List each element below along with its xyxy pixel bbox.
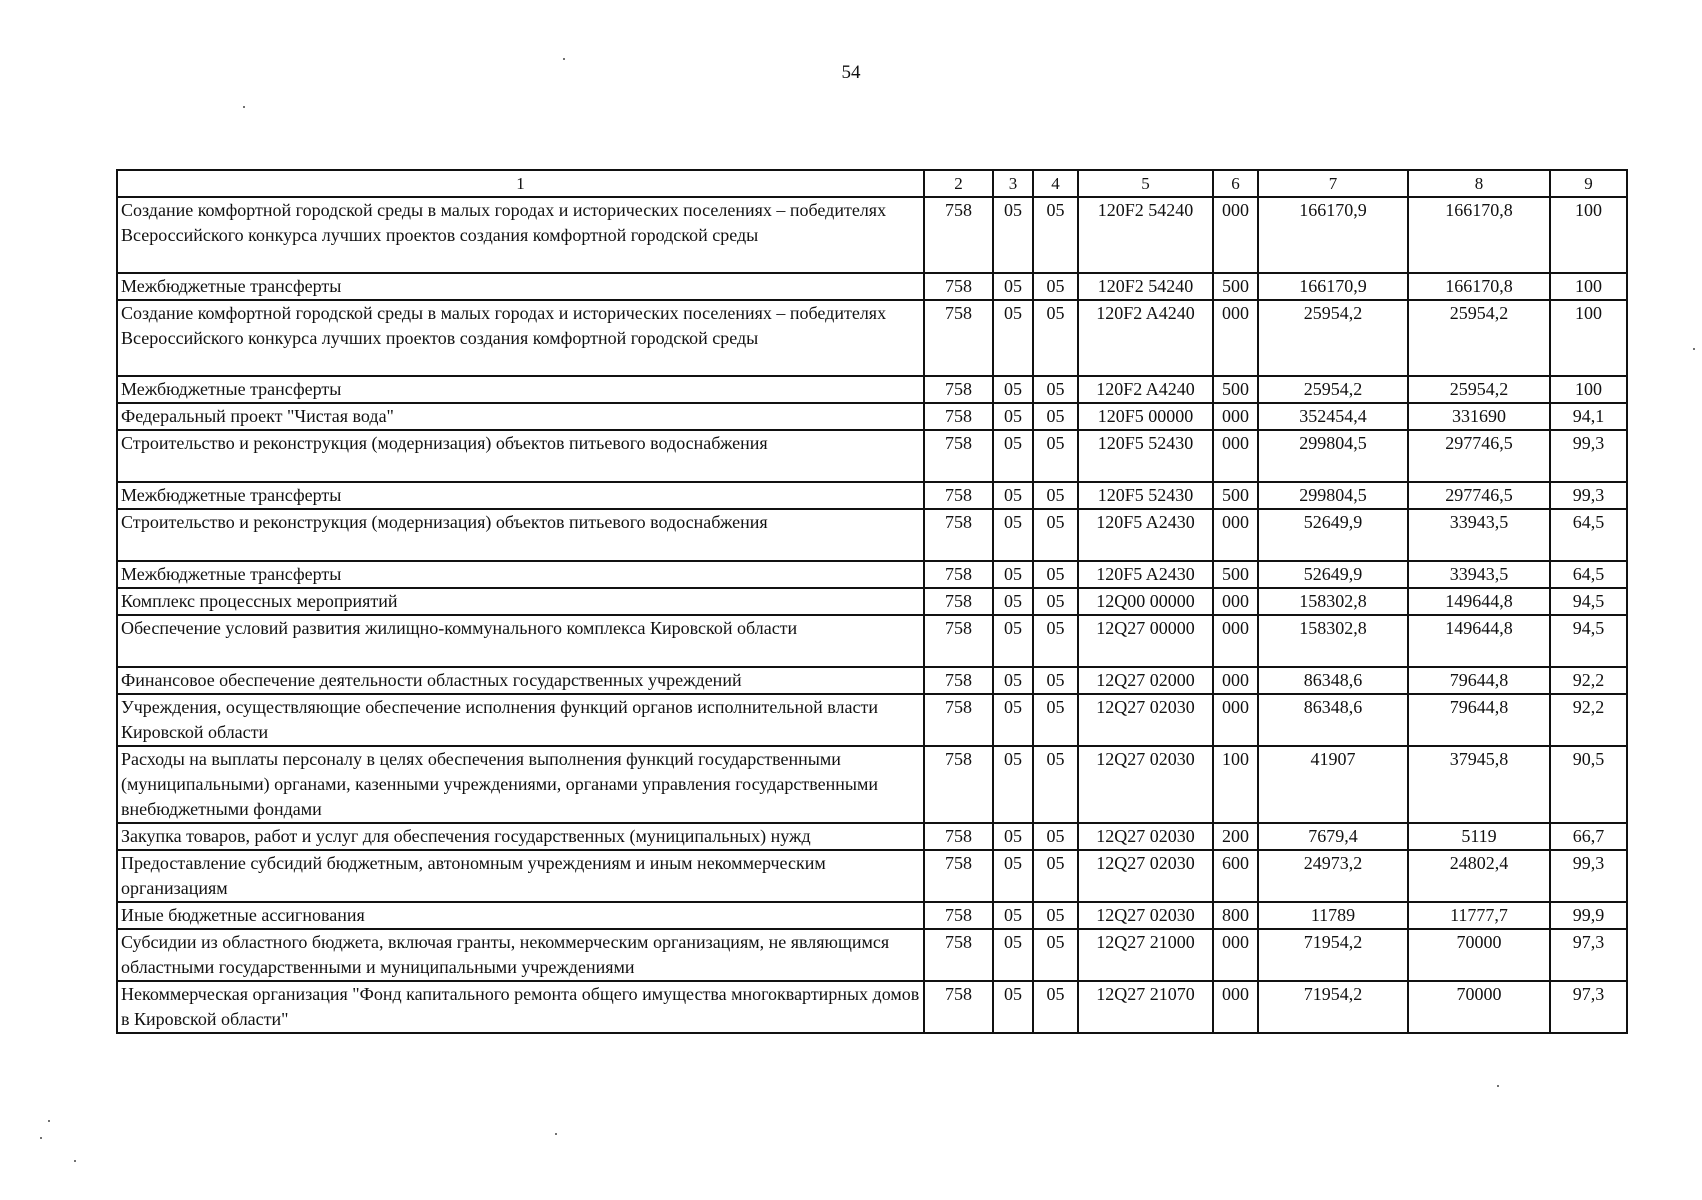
cell-col2: 758 [924, 561, 993, 588]
cell-col6: 000 [1213, 300, 1258, 376]
cell-col9: 97,3 [1550, 981, 1627, 1033]
scan-speck [563, 58, 565, 60]
cell-col8: 331690 [1408, 403, 1550, 430]
cell-col4: 05 [1033, 561, 1078, 588]
cell-col2: 758 [924, 403, 993, 430]
cell-col2: 758 [924, 588, 993, 615]
page-number: 54 [841, 62, 861, 83]
cell-col8: 70000 [1408, 981, 1550, 1033]
cell-col9: 94,5 [1550, 615, 1627, 667]
cell-col6: 100 [1213, 746, 1258, 823]
cell-col4: 05 [1033, 981, 1078, 1033]
cell-col9: 94,5 [1550, 588, 1627, 615]
cell-col2: 758 [924, 694, 993, 746]
cell-col8: 79644,8 [1408, 667, 1550, 694]
cell-col7: 86348,6 [1258, 694, 1408, 746]
cell-col5: 12Q27 02030 [1078, 694, 1213, 746]
cell-col8: 25954,2 [1408, 376, 1550, 403]
cell-col4: 05 [1033, 694, 1078, 746]
table-row [117, 561, 1627, 588]
table-row [117, 823, 1627, 850]
cell-name: Иные бюджетные ассигнования [117, 902, 924, 929]
scan-speck [555, 1133, 557, 1135]
column-header: 6 [1213, 170, 1258, 197]
cell-col2: 758 [924, 929, 993, 981]
cell-col5: 12Q27 21070 [1078, 981, 1213, 1033]
cell-col2: 758 [924, 482, 993, 509]
scan-speck [1693, 348, 1695, 350]
table-row [117, 667, 1627, 694]
cell-col8: 149644,8 [1408, 588, 1550, 615]
cell-name: Закупка товаров, работ и услуг для обеспечения государственных (муниципальных) нужд [117, 823, 924, 850]
table-row [117, 588, 1627, 615]
cell-col5: 12Q00 00000 [1078, 588, 1213, 615]
table-row [117, 197, 1627, 273]
column-header: 1 [117, 170, 924, 197]
cell-name: Строительство и реконструкция (модернизация) объектов питьевого водоснабжения [117, 509, 924, 561]
cell-col8: 11777,7 [1408, 902, 1550, 929]
cell-col8: 70000 [1408, 929, 1550, 981]
cell-col6: 000 [1213, 509, 1258, 561]
column-header: 5 [1078, 170, 1213, 197]
cell-col9: 100 [1550, 376, 1627, 403]
cell-col8: 33943,5 [1408, 509, 1550, 561]
cell-name: Межбюджетные трансферты [117, 273, 924, 300]
scan-speck [48, 1120, 50, 1122]
cell-col3: 05 [993, 850, 1033, 902]
cell-col5: 120F2 54240 [1078, 273, 1213, 300]
cell-col9: 64,5 [1550, 561, 1627, 588]
cell-col7: 52649,9 [1258, 561, 1408, 588]
table-row [117, 746, 1627, 823]
column-header: 9 [1550, 170, 1627, 197]
cell-col6: 200 [1213, 823, 1258, 850]
column-header: 8 [1408, 170, 1550, 197]
cell-col5: 120F5 A2430 [1078, 561, 1213, 588]
cell-name: Создание комфортной городской среды в малых городах и исторических поселениях – победителях Всероссийского конкурса лучших проектов создания комфортной городской среды [117, 197, 924, 273]
cell-col3: 05 [993, 588, 1033, 615]
cell-col4: 05 [1033, 403, 1078, 430]
cell-col5: 12Q27 02030 [1078, 823, 1213, 850]
cell-col5: 120F2 A4240 [1078, 376, 1213, 403]
cell-col7: 24973,2 [1258, 850, 1408, 902]
cell-name: Федеральный проект "Чистая вода" [117, 403, 924, 430]
cell-col2: 758 [924, 850, 993, 902]
table-header-row [117, 170, 1627, 197]
table-row [117, 430, 1627, 482]
cell-col9: 99,3 [1550, 850, 1627, 902]
table-row [117, 376, 1627, 403]
cell-name: Финансовое обеспечение деятельности областных государственных учреждений [117, 667, 924, 694]
cell-col7: 52649,9 [1258, 509, 1408, 561]
cell-name: Межбюджетные трансферты [117, 482, 924, 509]
cell-col2: 758 [924, 981, 993, 1033]
cell-col8: 5119 [1408, 823, 1550, 850]
cell-col3: 05 [993, 615, 1033, 667]
cell-col3: 05 [993, 482, 1033, 509]
cell-col3: 05 [993, 667, 1033, 694]
cell-col7: 158302,8 [1258, 588, 1408, 615]
cell-col5: 120F2 54240 [1078, 197, 1213, 273]
table-row [117, 300, 1627, 376]
cell-col6: 000 [1213, 981, 1258, 1033]
cell-col4: 05 [1033, 746, 1078, 823]
column-header: 7 [1258, 170, 1408, 197]
cell-col4: 05 [1033, 823, 1078, 850]
cell-col3: 05 [993, 823, 1033, 850]
cell-col5: 120F2 A4240 [1078, 300, 1213, 376]
scan-speck [1497, 1085, 1499, 1087]
cell-col6: 000 [1213, 615, 1258, 667]
cell-col7: 86348,6 [1258, 667, 1408, 694]
cell-col4: 05 [1033, 902, 1078, 929]
cell-name: Некоммерческая организация "Фонд капитального ремонта общего имущества многоквартирных домов в Кировской области" [117, 981, 924, 1033]
cell-col5: 120F5 00000 [1078, 403, 1213, 430]
cell-col6: 000 [1213, 588, 1258, 615]
cell-col6: 000 [1213, 667, 1258, 694]
cell-col9: 100 [1550, 300, 1627, 376]
cell-col7: 11789 [1258, 902, 1408, 929]
cell-col4: 05 [1033, 667, 1078, 694]
cell-col8: 166170,8 [1408, 197, 1550, 273]
cell-col9: 100 [1550, 197, 1627, 273]
cell-col4: 05 [1033, 197, 1078, 273]
cell-col9: 64,5 [1550, 509, 1627, 561]
cell-col3: 05 [993, 403, 1033, 430]
scan-speck [243, 106, 245, 108]
cell-col3: 05 [993, 746, 1033, 823]
table-row [117, 509, 1627, 561]
cell-col7: 166170,9 [1258, 273, 1408, 300]
cell-col2: 758 [924, 746, 993, 823]
cell-col6: 500 [1213, 273, 1258, 300]
cell-col3: 05 [993, 300, 1033, 376]
cell-col7: 41907 [1258, 746, 1408, 823]
cell-col9: 66,7 [1550, 823, 1627, 850]
cell-col6: 800 [1213, 902, 1258, 929]
cell-name: Обеспечение условий развития жилищно-коммунального комплекса Кировской области [117, 615, 924, 667]
cell-col3: 05 [993, 902, 1033, 929]
cell-col9: 92,2 [1550, 667, 1627, 694]
cell-col3: 05 [993, 273, 1033, 300]
cell-col8: 297746,5 [1408, 482, 1550, 509]
cell-col2: 758 [924, 273, 993, 300]
cell-col7: 25954,2 [1258, 300, 1408, 376]
cell-col7: 7679,4 [1258, 823, 1408, 850]
cell-col3: 05 [993, 694, 1033, 746]
cell-col8: 33943,5 [1408, 561, 1550, 588]
cell-col2: 758 [924, 509, 993, 561]
cell-col5: 12Q27 02030 [1078, 902, 1213, 929]
cell-col4: 05 [1033, 273, 1078, 300]
cell-col9: 99,9 [1550, 902, 1627, 929]
cell-col8: 25954,2 [1408, 300, 1550, 376]
cell-col6: 000 [1213, 403, 1258, 430]
cell-col8: 149644,8 [1408, 615, 1550, 667]
cell-col3: 05 [993, 197, 1033, 273]
cell-col3: 05 [993, 430, 1033, 482]
cell-col6: 000 [1213, 929, 1258, 981]
cell-col2: 758 [924, 615, 993, 667]
cell-col3: 05 [993, 561, 1033, 588]
cell-col4: 05 [1033, 509, 1078, 561]
cell-col2: 758 [924, 197, 993, 273]
table-row [117, 850, 1627, 902]
cell-col5: 120F5 52430 [1078, 482, 1213, 509]
cell-name: Расходы на выплаты персоналу в целях обеспечения выполнения функций государственными (муниципальными) органами, казенными учреждениями, органами управления государственными внебюджетными фондами [117, 746, 924, 823]
cell-name: Строительство и реконструкция (модернизация) объектов питьевого водоснабжения [117, 430, 924, 482]
cell-col6: 500 [1213, 561, 1258, 588]
cell-col7: 71954,2 [1258, 981, 1408, 1033]
cell-name: Субсидии из областного бюджета, включая гранты, некоммерческим организациям, не являющимся областными государственными и муниципальными учреждениями [117, 929, 924, 981]
cell-col6: 000 [1213, 694, 1258, 746]
cell-col2: 758 [924, 300, 993, 376]
cell-col9: 97,3 [1550, 929, 1627, 981]
cell-col4: 05 [1033, 929, 1078, 981]
cell-col4: 05 [1033, 300, 1078, 376]
cell-col6: 500 [1213, 376, 1258, 403]
cell-col5: 120F5 52430 [1078, 430, 1213, 482]
cell-col2: 758 [924, 430, 993, 482]
cell-col9: 92,2 [1550, 694, 1627, 746]
table-body [117, 197, 1627, 1033]
cell-col3: 05 [993, 929, 1033, 981]
cell-col5: 12Q27 02030 [1078, 746, 1213, 823]
table-row [117, 403, 1627, 430]
cell-col9: 100 [1550, 273, 1627, 300]
cell-col9: 99,3 [1550, 430, 1627, 482]
cell-col6: 600 [1213, 850, 1258, 902]
table-row [117, 482, 1627, 509]
cell-col5: 120F5 A2430 [1078, 509, 1213, 561]
column-header: 4 [1033, 170, 1078, 197]
cell-col9: 94,1 [1550, 403, 1627, 430]
cell-col6: 000 [1213, 197, 1258, 273]
cell-col4: 05 [1033, 850, 1078, 902]
cell-col8: 24802,4 [1408, 850, 1550, 902]
cell-col5: 12Q27 00000 [1078, 615, 1213, 667]
cell-col7: 352454,4 [1258, 403, 1408, 430]
table-row [117, 929, 1627, 981]
cell-col3: 05 [993, 981, 1033, 1033]
cell-col7: 158302,8 [1258, 615, 1408, 667]
cell-col7: 71954,2 [1258, 929, 1408, 981]
cell-name: Комплекс процессных мероприятий [117, 588, 924, 615]
cell-col7: 299804,5 [1258, 482, 1408, 509]
table-row [117, 981, 1627, 1033]
cell-col5: 12Q27 21000 [1078, 929, 1213, 981]
cell-col4: 05 [1033, 615, 1078, 667]
table-row [117, 615, 1627, 667]
cell-name: Предоставление субсидий бюджетным, автономным учреждениям и иным некоммерческим организациям [117, 850, 924, 902]
cell-name: Межбюджетные трансферты [117, 561, 924, 588]
cell-col6: 500 [1213, 482, 1258, 509]
scan-speck [40, 1137, 42, 1139]
cell-col5: 12Q27 02030 [1078, 850, 1213, 902]
cell-col9: 90,5 [1550, 746, 1627, 823]
cell-col7: 166170,9 [1258, 197, 1408, 273]
cell-col8: 297746,5 [1408, 430, 1550, 482]
cell-col2: 758 [924, 667, 993, 694]
cell-col8: 37945,8 [1408, 746, 1550, 823]
cell-col5: 12Q27 02000 [1078, 667, 1213, 694]
cell-name: Создание комфортной городской среды в малых городах и исторических поселениях – победителях Всероссийского конкурса лучших проектов создания комфортной городской среды [117, 300, 924, 376]
table-row [117, 902, 1627, 929]
budget-table [116, 169, 1628, 1034]
cell-name: Учреждения, осуществляющие обеспечение исполнения функций органов исполнительной власти Кировской области [117, 694, 924, 746]
cell-col2: 758 [924, 902, 993, 929]
cell-name: Межбюджетные трансферты [117, 376, 924, 403]
cell-col3: 05 [993, 509, 1033, 561]
table-row [117, 273, 1627, 300]
column-header: 2 [924, 170, 993, 197]
cell-col6: 000 [1213, 430, 1258, 482]
cell-col3: 05 [993, 376, 1033, 403]
cell-col9: 99,3 [1550, 482, 1627, 509]
cell-col4: 05 [1033, 482, 1078, 509]
cell-col2: 758 [924, 376, 993, 403]
cell-col4: 05 [1033, 430, 1078, 482]
cell-col8: 166170,8 [1408, 273, 1550, 300]
column-header: 3 [993, 170, 1033, 197]
cell-col2: 758 [924, 823, 993, 850]
cell-col7: 299804,5 [1258, 430, 1408, 482]
cell-col8: 79644,8 [1408, 694, 1550, 746]
cell-col4: 05 [1033, 588, 1078, 615]
cell-col4: 05 [1033, 376, 1078, 403]
scan-speck [74, 1160, 76, 1162]
cell-col7: 25954,2 [1258, 376, 1408, 403]
table-row [117, 694, 1627, 746]
